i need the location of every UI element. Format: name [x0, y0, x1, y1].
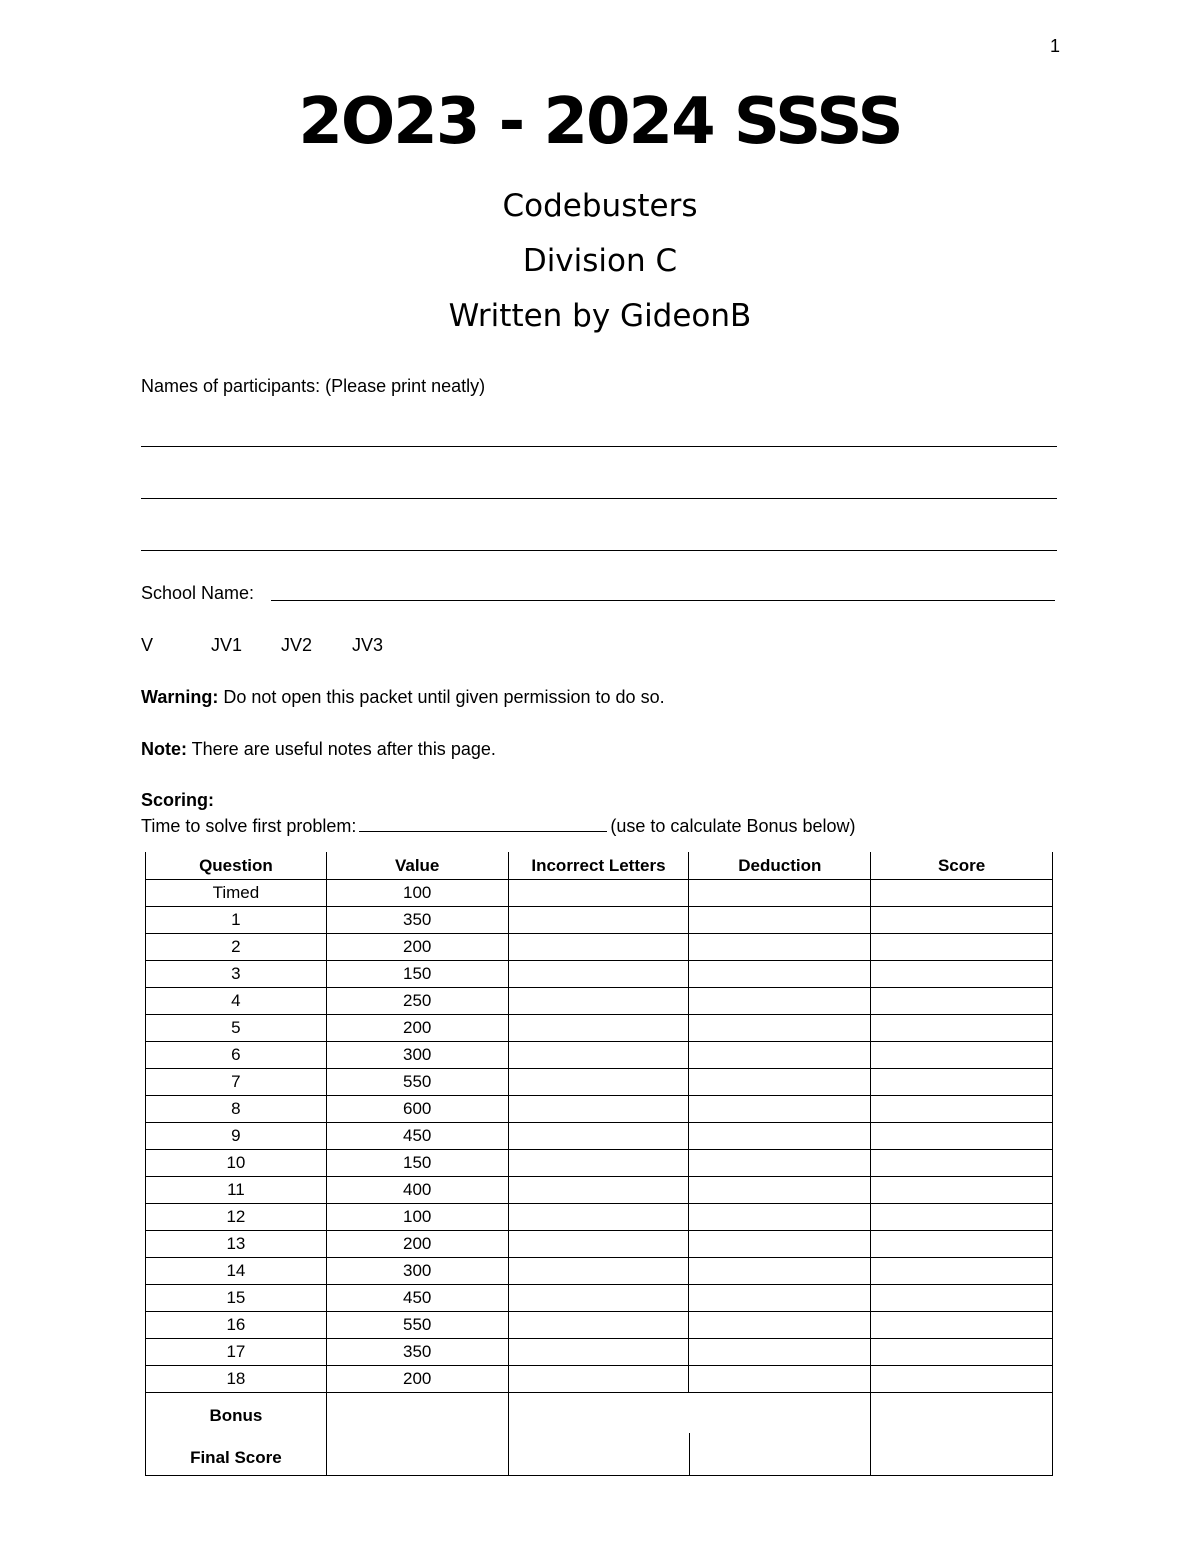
- header-question: Question: [146, 852, 327, 880]
- question-cell: 4: [146, 988, 327, 1015]
- incorrect-letters-cell[interactable]: [508, 1042, 689, 1069]
- header-score: Score: [871, 852, 1053, 880]
- table-row: [146, 988, 1053, 1015]
- deduction-cell[interactable]: [689, 1096, 871, 1123]
- score-cell[interactable]: [871, 1042, 1053, 1069]
- score-cell[interactable]: [871, 934, 1053, 961]
- question-cell: 17: [146, 1339, 327, 1366]
- table-row: [146, 1150, 1053, 1177]
- question-cell: 9: [146, 1123, 327, 1150]
- note-text: There are useful notes after this page.: [187, 739, 496, 759]
- value-cell: 150: [326, 961, 508, 988]
- score-cell[interactable]: [871, 907, 1053, 934]
- deduction-cell[interactable]: [689, 1069, 871, 1096]
- final-score-cell[interactable]: [871, 1393, 1053, 1476]
- deduction-cell[interactable]: [689, 1312, 871, 1339]
- question-cell: 6: [146, 1042, 327, 1069]
- scoring-table: [145, 852, 1053, 1476]
- division-name: Division C: [522, 243, 678, 279]
- incorrect-letters-cell[interactable]: [508, 1204, 689, 1231]
- value-cell: 300: [326, 1042, 508, 1069]
- score-cell[interactable]: [871, 1150, 1053, 1177]
- question-cell: 13: [146, 1231, 327, 1258]
- note-label: Note:: [141, 739, 187, 759]
- school-name-label: School Name:: [141, 583, 255, 603]
- header-deduction: Deduction: [689, 852, 871, 880]
- deduction-cell[interactable]: [689, 934, 871, 961]
- table-row: [146, 1015, 1053, 1042]
- table-row: [146, 1042, 1053, 1069]
- deduction-cell[interactable]: [689, 1015, 871, 1042]
- question-cell: 2: [146, 934, 327, 961]
- score-cell[interactable]: [871, 1258, 1053, 1285]
- incorrect-letters-cell[interactable]: [508, 1258, 689, 1285]
- score-cell[interactable]: [871, 1339, 1053, 1366]
- incorrect-letters-cell[interactable]: [508, 1312, 689, 1339]
- deduction-cell[interactable]: [689, 1177, 871, 1204]
- event-name: Codebusters: [502, 188, 698, 224]
- incorrect-letters-cell[interactable]: [508, 934, 689, 961]
- score-cell[interactable]: [871, 880, 1053, 907]
- deduction-cell[interactable]: [689, 1231, 871, 1258]
- deduction-cell[interactable]: [689, 988, 871, 1015]
- score-cell[interactable]: [871, 1231, 1053, 1258]
- author-line: Written by GideonB: [448, 298, 752, 334]
- question-cell: 14: [146, 1258, 327, 1285]
- incorrect-letters-cell[interactable]: [508, 880, 689, 907]
- time-suffix: (use to calculate Bonus below): [610, 816, 856, 836]
- time-prefix: Time to solve first problem:: [141, 816, 357, 836]
- value-cell: 350: [326, 907, 508, 934]
- score-cell[interactable]: [871, 1177, 1053, 1204]
- incorrect-letters-cell[interactable]: [508, 1177, 689, 1204]
- incorrect-letters-cell[interactable]: [508, 988, 689, 1015]
- table-row: [146, 880, 1053, 907]
- question-cell: 8: [146, 1096, 327, 1123]
- score-cell[interactable]: [871, 961, 1053, 988]
- bonus-final-labels: [146, 1393, 327, 1476]
- value-cell: 200: [326, 1366, 508, 1393]
- table-row: [146, 934, 1053, 961]
- team-option-v[interactable]: V: [141, 635, 154, 655]
- deduction-cell[interactable]: [689, 1150, 871, 1177]
- incorrect-letters-cell[interactable]: [508, 1339, 689, 1366]
- table-row: [146, 1096, 1053, 1123]
- question-cell: 11: [146, 1177, 327, 1204]
- warning-label: Warning:: [141, 687, 219, 707]
- score-cell[interactable]: [871, 1015, 1053, 1042]
- question-cell: 1: [146, 907, 327, 934]
- deduction-cell[interactable]: [689, 1204, 871, 1231]
- time-blank[interactable]: [359, 815, 607, 832]
- header-value: Value: [326, 852, 508, 880]
- incorrect-letters-cell[interactable]: [508, 961, 689, 988]
- table-row: [146, 1285, 1053, 1312]
- deduction-cell[interactable]: [689, 961, 871, 988]
- value-cell: 400: [326, 1177, 508, 1204]
- question-cell: 16: [146, 1312, 327, 1339]
- bonus-value-cell[interactable]: [326, 1393, 508, 1476]
- deduction-cell[interactable]: [689, 1042, 871, 1069]
- bonus-deduction-cell[interactable]: [508, 1393, 871, 1476]
- incorrect-letters-cell[interactable]: [508, 1015, 689, 1042]
- deduction-cell[interactable]: [689, 880, 871, 907]
- table-row: [146, 1123, 1053, 1150]
- value-cell: 100: [326, 1204, 508, 1231]
- warning-line: [141, 686, 665, 708]
- score-cell[interactable]: [871, 1285, 1053, 1312]
- bonus-final-row: [146, 1393, 1053, 1476]
- question-cell: 12: [146, 1204, 327, 1231]
- table-row: [146, 1231, 1053, 1258]
- incorrect-letters-cell[interactable]: [508, 1285, 689, 1312]
- incorrect-letters-cell[interactable]: [508, 1150, 689, 1177]
- deduction-cell[interactable]: [689, 1123, 871, 1150]
- question-cell: 15: [146, 1285, 327, 1312]
- value-cell: 200: [326, 1015, 508, 1042]
- score-cell[interactable]: [871, 988, 1053, 1015]
- deduction-cell[interactable]: [689, 1339, 871, 1366]
- table-row: [146, 907, 1053, 934]
- deduction-cell[interactable]: [689, 1285, 871, 1312]
- participant-name-line-3[interactable]: [141, 550, 1057, 551]
- split-divider: [689, 1433, 690, 1475]
- team-option-jv3[interactable]: JV3: [352, 635, 384, 655]
- question-cell: 10: [146, 1150, 327, 1177]
- value-cell: 200: [326, 934, 508, 961]
- incorrect-letters-cell[interactable]: [508, 1069, 689, 1096]
- participants-label: Names of participants: (Please print neatly): [141, 376, 486, 396]
- deduction-cell[interactable]: [689, 1258, 871, 1285]
- note-line: [141, 738, 496, 760]
- header-incorrect-letters: Incorrect Letters: [508, 852, 689, 880]
- table-body: [146, 880, 1053, 1393]
- page-number: 1: [1049, 36, 1060, 56]
- score-cell[interactable]: [871, 1312, 1053, 1339]
- question-cell: 7: [146, 1069, 327, 1096]
- value-cell: 450: [326, 1285, 508, 1312]
- table-row: [146, 1204, 1053, 1231]
- table-row: [146, 1366, 1053, 1393]
- incorrect-letters-cell[interactable]: [508, 1366, 689, 1393]
- scoring-label: Scoring:: [141, 790, 215, 810]
- bonus-label: Bonus: [209, 1406, 263, 1425]
- team-option-jv1[interactable]: JV1: [211, 635, 243, 655]
- value-cell: 350: [326, 1339, 508, 1366]
- value-cell: 100: [326, 880, 508, 907]
- value-cell: 300: [326, 1258, 508, 1285]
- value-cell: 550: [326, 1312, 508, 1339]
- question-cell: 18: [146, 1366, 327, 1393]
- incorrect-letters-cell[interactable]: [508, 1231, 689, 1258]
- score-cell[interactable]: [871, 1366, 1053, 1393]
- final-score-label: Final Score: [190, 1448, 282, 1467]
- value-cell: 450: [326, 1123, 508, 1150]
- team-option-jv2[interactable]: JV2: [281, 635, 313, 655]
- question-cell: Timed: [146, 880, 327, 907]
- table-row: [146, 1339, 1053, 1366]
- incorrect-letters-cell[interactable]: [508, 907, 689, 934]
- score-cell[interactable]: [871, 1096, 1053, 1123]
- table-row: [146, 1069, 1053, 1096]
- warning-text: Do not open this packet until given permission to do so.: [218, 687, 665, 707]
- incorrect-letters-cell[interactable]: [508, 1123, 689, 1150]
- question-cell: 3: [146, 961, 327, 988]
- table-header-row: [146, 852, 1053, 880]
- page-title: 2O23 - 2024 SSSS: [298, 85, 902, 159]
- school-name-line[interactable]: [271, 600, 1055, 601]
- table-row: [146, 1177, 1053, 1204]
- question-cell: 5: [146, 1015, 327, 1042]
- participant-name-line-2[interactable]: [141, 498, 1057, 499]
- participant-name-line-1[interactable]: [141, 446, 1057, 447]
- value-cell: 250: [326, 988, 508, 1015]
- time-line: [141, 815, 856, 837]
- table-row: [146, 1312, 1053, 1339]
- deduction-cell[interactable]: [689, 907, 871, 934]
- table-row: [146, 1258, 1053, 1285]
- deduction-cell[interactable]: [689, 1366, 871, 1393]
- score-cell[interactable]: [871, 1123, 1053, 1150]
- value-cell: 600: [326, 1096, 508, 1123]
- table-row: [146, 961, 1053, 988]
- score-cell[interactable]: [871, 1069, 1053, 1096]
- incorrect-letters-cell[interactable]: [508, 1096, 689, 1123]
- value-cell: 550: [326, 1069, 508, 1096]
- value-cell: 150: [326, 1150, 508, 1177]
- score-cell[interactable]: [871, 1204, 1053, 1231]
- value-cell: 200: [326, 1231, 508, 1258]
